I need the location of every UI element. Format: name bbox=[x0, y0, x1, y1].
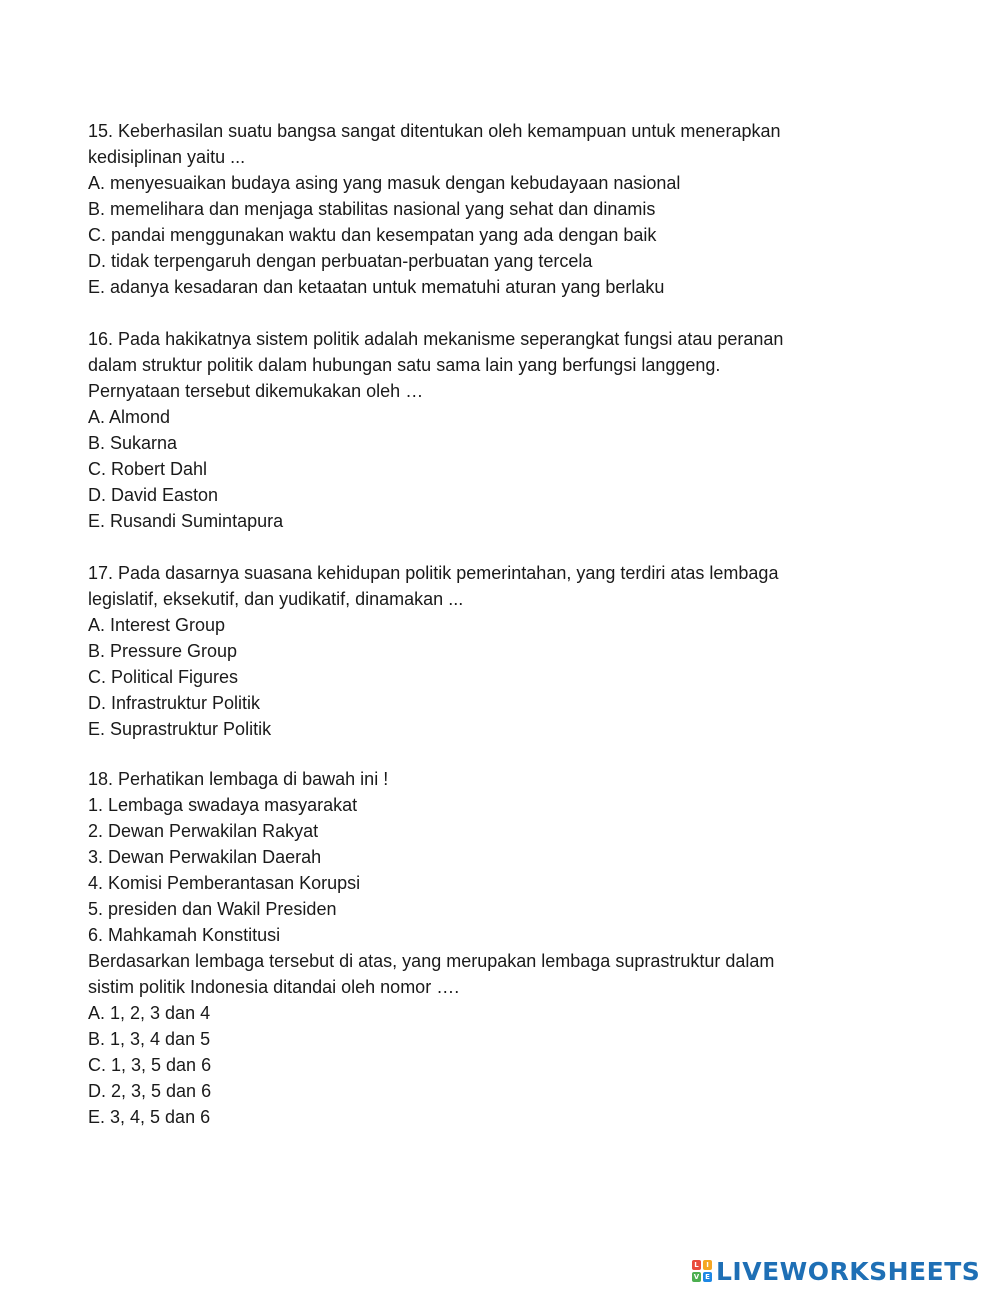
question-16 bbox=[88, 326, 848, 534]
answer-option-b: B. Pressure Group bbox=[88, 641, 238, 661]
liveworksheets-logo-icon bbox=[692, 1260, 712, 1282]
answer-option-a: A. 1, 2, 3 dan 4 bbox=[88, 1003, 211, 1023]
liveworksheets-logo bbox=[692, 1257, 980, 1285]
institution-item: 6. Mahkamah Konstitusi bbox=[88, 925, 281, 945]
answer-option-d: D. tidak terpengaruh dengan perbuatan-perbuatan yang tercela bbox=[88, 251, 593, 271]
question-text: legislatif, eksekutif, dan yudikatif, dinamakan ... bbox=[88, 589, 464, 609]
logo-tile-i: I bbox=[703, 1260, 712, 1270]
question-18 bbox=[88, 766, 848, 1130]
answer-option-c: C. 1, 3, 5 dan 6 bbox=[88, 1055, 212, 1075]
question-text: 15. Keberhasilan suatu bangsa sangat ditentukan oleh kemampuan untuk menerapkan bbox=[88, 121, 781, 141]
answer-option-b: B. Sukarna bbox=[88, 433, 178, 453]
question-text: Berdasarkan lembaga tersebut di atas, yang merupakan lembaga suprastruktur dalam bbox=[88, 951, 775, 971]
answer-option-c: C. Political Figures bbox=[88, 667, 239, 687]
question-text: 16. Pada hakikatnya sistem politik adalah mekanisme seperangkat fungsi atau peranan bbox=[88, 329, 784, 349]
answer-option-b: B. 1, 3, 4 dan 5 bbox=[88, 1029, 211, 1049]
question-text: 17. Pada dasarnya suasana kehidupan politik pemerintahan, yang terdiri atas lembaga bbox=[88, 563, 779, 583]
institution-item: 1. Lembaga swadaya masyarakat bbox=[88, 795, 358, 815]
question-text: Pernyataan tersebut dikemukakan oleh … bbox=[88, 381, 424, 401]
question-17 bbox=[88, 560, 848, 742]
question-text: 18. Perhatikan lembaga di bawah ini ! bbox=[88, 769, 389, 789]
institution-item: 5. presiden dan Wakil Presiden bbox=[88, 899, 337, 919]
answer-option-a: A. Almond bbox=[88, 407, 171, 427]
institution-item: 2. Dewan Perwakilan Rakyat bbox=[88, 821, 319, 841]
answer-option-c: C. pandai menggunakan waktu dan kesempatan yang ada dengan baik bbox=[88, 225, 657, 245]
answer-option-d: D. David Easton bbox=[88, 485, 219, 505]
question-15 bbox=[88, 118, 848, 300]
institution-item: 4. Komisi Pemberantasan Korupsi bbox=[88, 873, 361, 893]
answer-option-a: A. Interest Group bbox=[88, 615, 226, 635]
liveworksheets-wordmark: LIVEWORKSHEETS bbox=[716, 1256, 981, 1286]
question-text: kedisiplinan yaitu ... bbox=[88, 147, 246, 167]
institution-item: 3. Dewan Perwakilan Daerah bbox=[88, 847, 322, 867]
answer-option-e: E. Suprastruktur Politik bbox=[88, 719, 272, 739]
question-text: dalam struktur politik dalam hubungan satu sama lain yang berfungsi langgeng. bbox=[88, 355, 721, 375]
answer-option-d: D. Infrastruktur Politik bbox=[88, 693, 261, 713]
logo-tile-v: V bbox=[693, 1273, 700, 1281]
answer-option-e: E. 3, 4, 5 dan 6 bbox=[88, 1107, 211, 1127]
answer-option-e: E. adanya kesadaran dan ketaatan untuk mematuhi aturan yang berlaku bbox=[88, 277, 665, 297]
question-text: sistim politik Indonesia ditandai oleh nomor …. bbox=[88, 977, 460, 997]
answer-option-c: C. Robert Dahl bbox=[88, 459, 208, 479]
answer-option-d: D. 2, 3, 5 dan 6 bbox=[88, 1081, 212, 1101]
logo-tile-l: L bbox=[692, 1260, 701, 1270]
answer-option-b: B. memelihara dan menjaga stabilitas nasional yang sehat dan dinamis bbox=[88, 199, 656, 219]
logo-tile-e: E bbox=[703, 1272, 712, 1282]
answer-option-e: E. Rusandi Sumintapura bbox=[88, 511, 284, 531]
answer-option-a: A. menyesuaikan budaya asing yang masuk dengan kebudayaan nasional bbox=[88, 173, 681, 193]
